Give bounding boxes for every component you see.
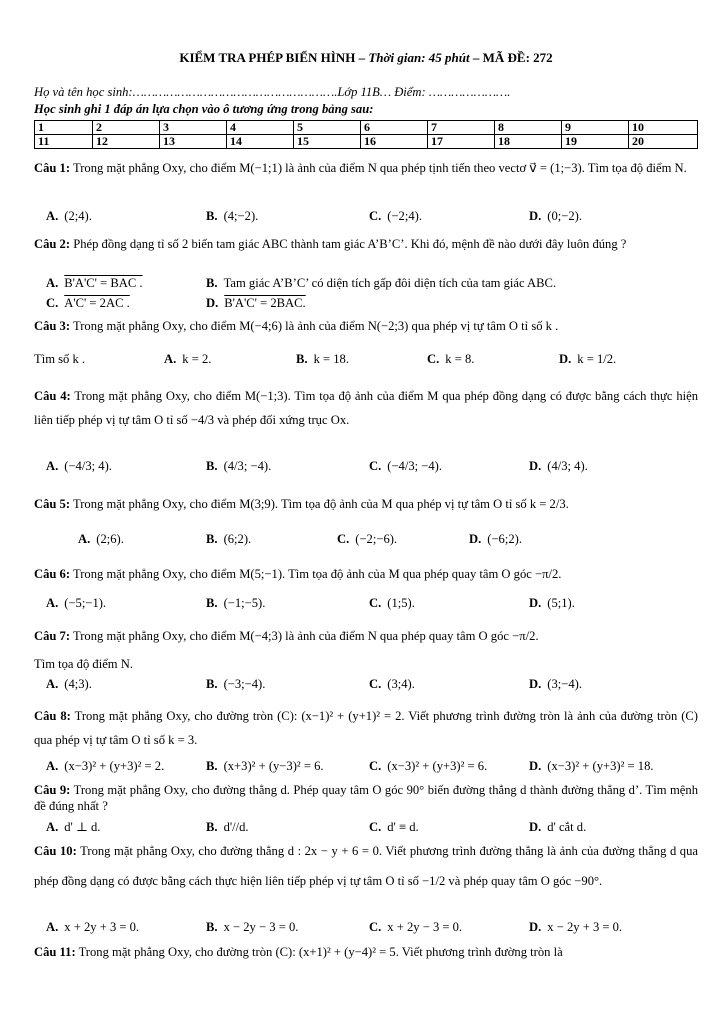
answer-cell: 18 — [495, 135, 562, 149]
question-1-options: A. (2;4). B. (4;−2). C. (−2;4). D. (0;−2). — [46, 209, 582, 223]
question-5-options: A. (2;6). B. (6;2). C. (−2;−6). D. (−6;2). — [78, 532, 522, 546]
answer-cell: 7 — [428, 121, 495, 135]
question-2: Câu 2: Phép đồng dạng tỉ số 2 biến tam giác ABC thành tam giác A’B’C’. Khi đó, mệnh đề nào dưới đây luôn đúng ? — [34, 237, 627, 251]
answer-cell: 14 — [227, 135, 294, 149]
exam-title: KIỂM TRA PHÉP BIẾN HÌNH – Thời gian: 45 phút – MÃ ĐỀ: 272 — [179, 50, 553, 65]
question-2-options-ab: A. B'A'C' = BAC . B. Tam giác A’B’C’ có diện tích gấp đôi diện tích của tam giác ABC. — [46, 276, 557, 290]
question-3-options: Tìm số k . A. k = 2. B. k = 18. C. k = 8. D. k = 1/2. — [34, 352, 617, 366]
question-11: Câu 11: Trong mặt phẳng Oxy, cho đường tròn (C): (x+1)² + (y−4)² = 5. Viết phương trình đường tròn là — [34, 945, 563, 959]
question-4: Câu 4: Trong mặt phẳng Oxy, cho điểm M(−1;3). Tìm tọa độ ảnh của điểm M qua phép đồng dạng có được bằng cách thực hiện liên tiếp phép vị tự tâm O tỉ số −4/3 và phép đối xứng trục Ox. — [34, 389, 699, 427]
answer-cell: 17 — [428, 135, 495, 149]
instruction-line: Học sinh ghi 1 đáp án lựa chọn vào ô tương ứng trong bảng sau: — [34, 102, 374, 116]
answer-cell: 3 — [160, 121, 227, 135]
question-6-options: A. (−5;−1). B. (−1;−5). C. (1;5). D. (5;1). — [46, 596, 575, 610]
answer-cell: 6 — [361, 121, 428, 135]
answer-cell: 1 — [35, 121, 93, 135]
question-10-options: A. x + 2y + 3 = 0. B. x − 2y − 3 = 0. C. x + 2y − 3 = 0. D. x − 2y + 3 = 0. — [46, 920, 623, 934]
student-info-line: Họ và tên học sinh:……………………………………………….Lớp 11B… Điểm: …………………. — [34, 85, 511, 99]
answer-cell: 15 — [294, 135, 361, 149]
question-9-options: A. d' ⊥ d. B. d'//d. C. d' ≡ d. D. d' cắt d. — [46, 820, 587, 834]
answer-cell: 8 — [495, 121, 562, 135]
answer-cell: 20 — [629, 135, 698, 149]
answer-row-2 — [35, 135, 698, 149]
question-7-options: A. (4;3). B. (−3;−4). C. (3;4). D. (3;−4). — [46, 677, 582, 691]
answer-cell: 2 — [93, 121, 160, 135]
answer-cell: 9 — [562, 121, 629, 135]
answer-cell: 11 — [35, 135, 93, 149]
question-7-tail: Tìm tọa độ điểm N. — [34, 657, 133, 671]
question-9: Câu 9: Trong mặt phẳng Oxy, cho đường thẳng d. Phép quay tâm O góc 90° biến đường thẳng d thành đường thẳng d’. Tìm mệnh đề đúng nhất ? — [34, 783, 698, 813]
question-2-options-cd: C. A'C' = 2AC . D. B'A'C' = 2BAC. — [46, 296, 306, 310]
answer-cell: 5 — [294, 121, 361, 135]
question-1: Câu 1: Trong mặt phẳng Oxy, cho điểm M(−1;1) là ảnh của điểm N qua phép tịnh tiến theo vectơ v⃗ = (1;−3). Tìm tọa độ điểm N. — [34, 161, 687, 175]
answer-cell: 10 — [629, 121, 698, 135]
question-8: Câu 8: Trong mặt phẳng Oxy, cho đường tròn (C): (x−1)² + (y+1)² = 2. Viết phương trình đường tròn là ảnh của đường tròn (C) qua phép vị tự tâm O tỉ số k = 3. — [34, 709, 698, 747]
answer-table — [34, 120, 698, 149]
answer-cell: 19 — [562, 135, 629, 149]
question-3-tail: Tìm số k . — [34, 352, 86, 366]
question-7: Câu 7: Trong mặt phẳng Oxy, cho điểm M(−4;3) là ảnh của điểm N qua phép quay tâm O góc −π/2. — [34, 629, 539, 643]
answer-cell: 16 — [361, 135, 428, 149]
answer-cell: 13 — [160, 135, 227, 149]
question-6: Câu 6: Trong mặt phẳng Oxy, cho điểm M(5;−1). Tìm tọa độ ảnh của M qua phép quay tâm O góc −π/2. — [34, 567, 562, 581]
question-5: Câu 5: Trong mặt phẳng Oxy, cho điểm M(3;9). Tìm tọa độ ảnh của M qua phép vị tự tâm O tỉ số k = 2/3. — [34, 497, 569, 511]
question-10: Câu 10: Trong mặt phẳng Oxy, cho đường thẳng d : 2x − y + 6 = 0. Viết phương trình đường thẳng là ảnh của đường thẳng d qua phép đồng dạng có được bằng cách thực hiện liên tiếp phép vị tự tâm O tỉ số −1/2 và phép quay tâm O góc −90°. — [34, 844, 698, 888]
question-3: Câu 3: Trong mặt phẳng Oxy, cho điểm M(−4;6) là ảnh của điểm N(−2;3) qua phép vị tự tâm O tỉ số k . — [34, 319, 559, 333]
answer-cell: 4 — [227, 121, 294, 135]
answer-row-1 — [35, 121, 698, 135]
question-4-options: A. (−4/3; 4). B. (4/3; −4). C. (−4/3; −4). D. (4/3; 4). — [46, 459, 588, 473]
answer-cell: 12 — [93, 135, 160, 149]
question-8-options: A. (x−3)² + (y+3)² = 2. B. (x+3)² + (y−3)² = 6. C. (x−3)² + (y+3)² = 6. D. (x−3)² + (y+3)² = 18. — [46, 759, 654, 773]
